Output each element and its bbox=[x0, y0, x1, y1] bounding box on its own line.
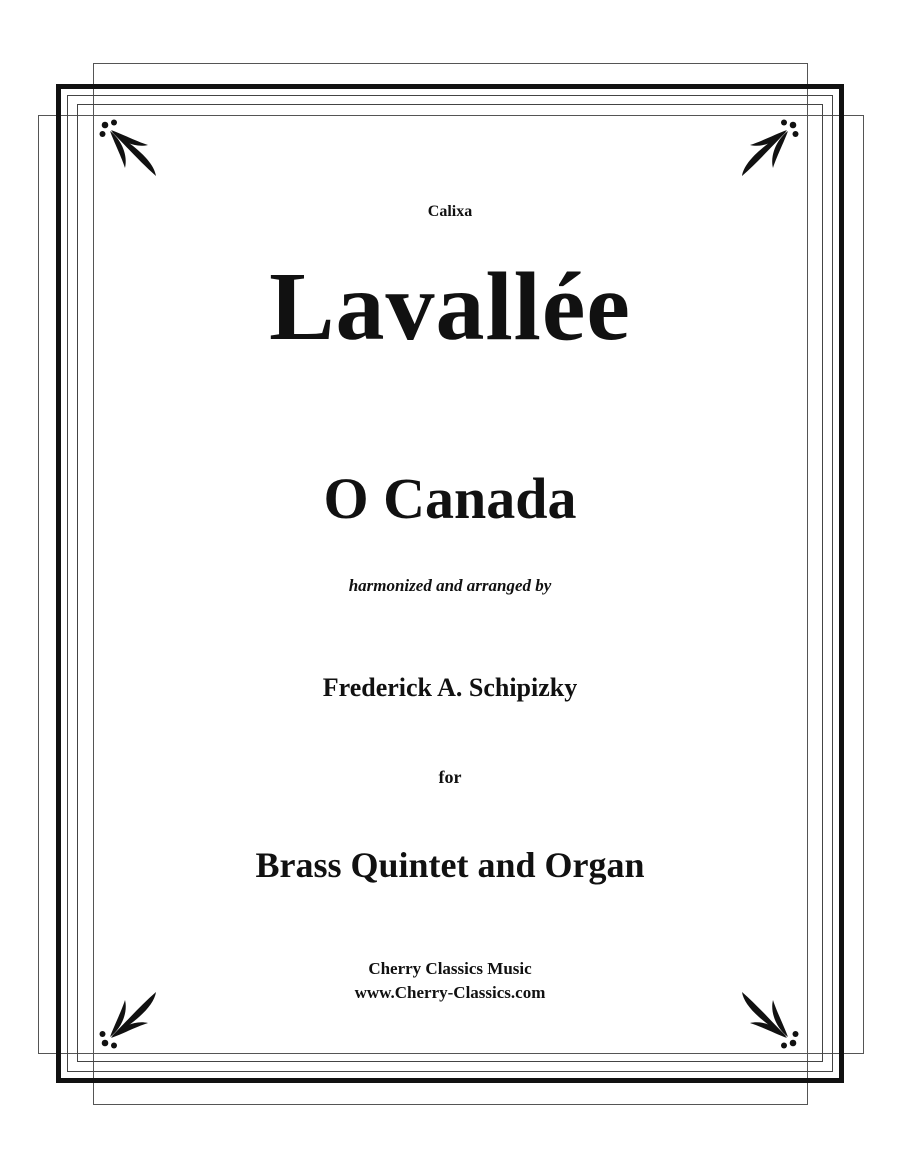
corner-fleuron-icon-top-left bbox=[98, 118, 162, 182]
corner-fleuron-icon-top-right bbox=[736, 118, 800, 182]
publisher-name: Cherry Classics Music bbox=[368, 959, 532, 978]
composer-last-name: Lavallée bbox=[269, 253, 631, 361]
arranger-name: Frederick A. Schipizky bbox=[322, 673, 578, 702]
work-title: O Canada bbox=[323, 466, 577, 531]
arranged-by-label: harmonized and arranged by bbox=[348, 576, 552, 595]
for-label: for bbox=[438, 767, 462, 787]
composer-first-name: Calixa bbox=[427, 203, 473, 220]
publisher-url: www.Cherry-Classics.com bbox=[354, 983, 546, 1002]
instrumentation: Brass Quintet and Organ bbox=[255, 845, 645, 885]
